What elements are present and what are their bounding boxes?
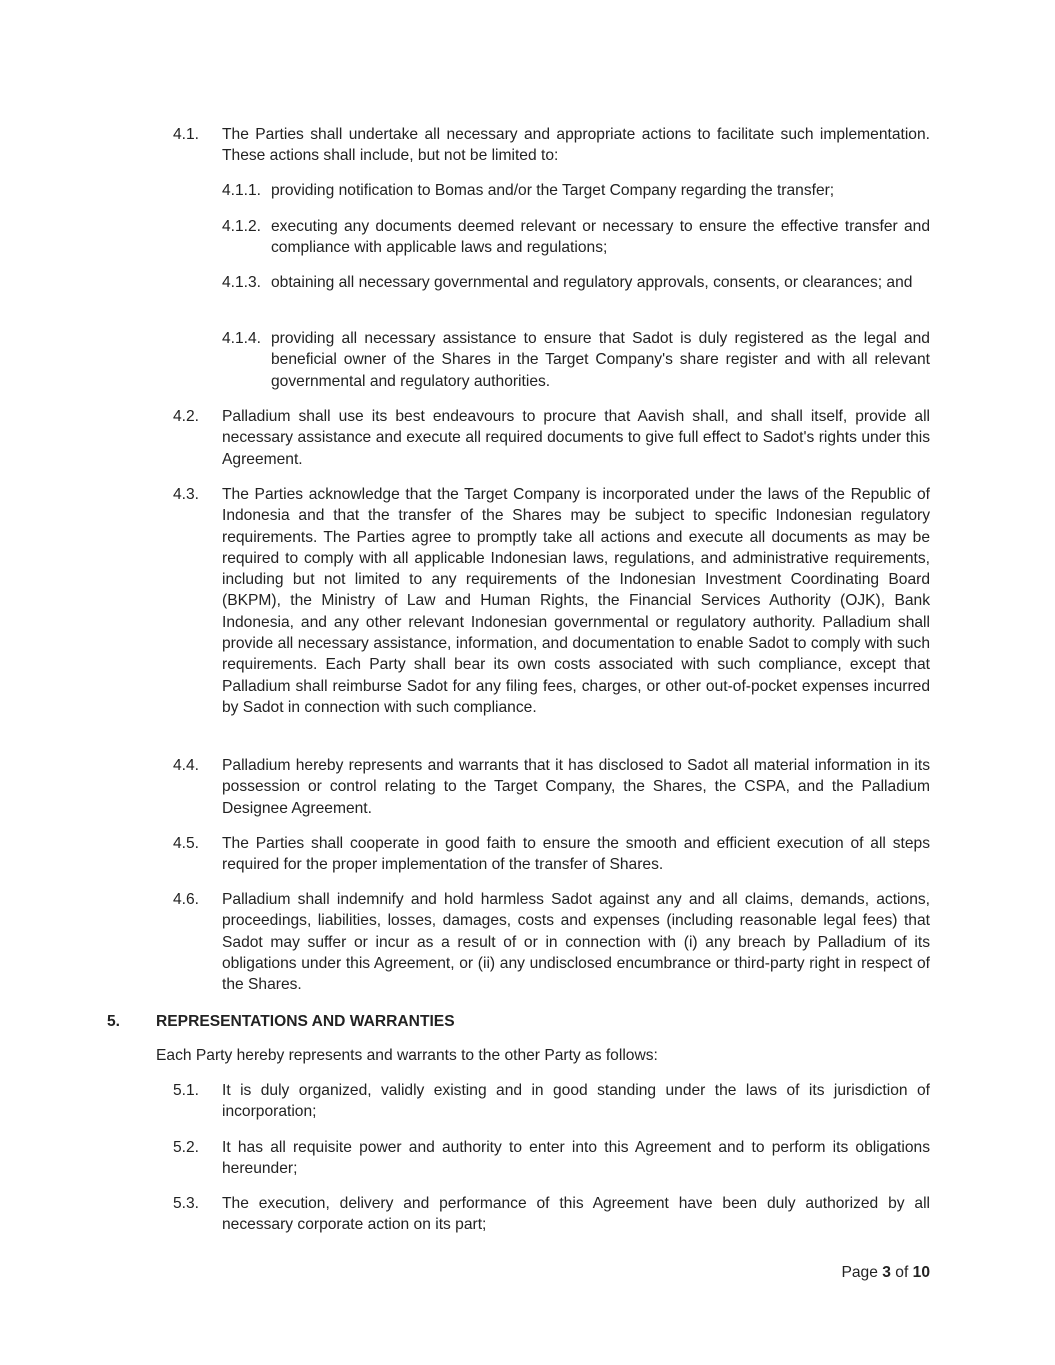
clause-text: Palladium shall indemnify and hold harmless Sadot against any and all claims, demands, actions, proceedings, liabilities, losses, damages, costs and expenses (including reasonable legal fees) that Sadot may suffer or incur as a result of or in connection with (i) any breach by Palladium of its obligations under this Agreement, or (ii) any undisclosed encumbrance or third-party right in respect of the Shares. bbox=[222, 891, 930, 994]
clause-number: 4.3. bbox=[173, 486, 200, 503]
clause-text: It is duly organized, validly existing and in good standing under the laws of its jurisdiction of incorporation; bbox=[222, 1082, 930, 1121]
clause-number: 4.1.3. bbox=[222, 274, 262, 291]
clause-text: providing notification to Bomas and/or the Target Company regarding the transfer; bbox=[271, 182, 835, 199]
of-label: of bbox=[895, 1264, 909, 1281]
clause-number: 4.4. bbox=[173, 757, 200, 774]
current-page: 3 bbox=[882, 1264, 891, 1281]
clause-number: 5.1. bbox=[173, 1082, 200, 1099]
page-label: Page bbox=[841, 1264, 878, 1281]
clause-text: The Parties shall cooperate in good faith to ensure the smooth and efficient execution of all steps required for the proper implementation of the transfer of Shares. bbox=[222, 835, 930, 874]
clause-number: 5.2. bbox=[173, 1139, 200, 1156]
clause-text: It has all requisite power and authority to enter into this Agreement and to perform its obligations hereunder; bbox=[222, 1139, 930, 1178]
clause-number: 4.1. bbox=[173, 126, 200, 143]
clause-number: 5.3. bbox=[173, 1195, 200, 1212]
section-5-intro: Each Party hereby represents and warrants to the other Party as follows: bbox=[156, 1047, 658, 1064]
clause-number: 4.2. bbox=[173, 408, 200, 425]
clause-text: obtaining all necessary governmental and regulatory approvals, consents, or clearances; and bbox=[271, 274, 913, 291]
clause-text: Palladium hereby represents and warrants that it has disclosed to Sadot all material information in its possession or control relating to the Target Company, the Shares, the CSPA, and the Palladium Designee Agreement. bbox=[222, 757, 930, 817]
clause-number: 4.1.1. bbox=[222, 182, 262, 199]
clause-text: executing any documents deemed relevant or necessary to ensure the effective transfer and compliance with applicable laws and regulations; bbox=[271, 218, 930, 257]
clause-text: providing all necessary assistance to ensure that Sadot is duly registered as the legal and beneficial owner of the Shares in the Target Company's share register and with all relevant governmental and regulatory authorities. bbox=[271, 330, 930, 390]
clause-text: Palladium shall use its best endeavours to procure that Aavish shall, and shall itself, provide all necessary assistance and execute all required documents to give full effect to Sadot's rights under this Agreement. bbox=[222, 408, 930, 468]
clause-number: 4.5. bbox=[173, 835, 200, 852]
clause-number: 4.1.4. bbox=[222, 330, 262, 347]
clause-text: The Parties acknowledge that the Target Company is incorporated under the laws of the Republic of Indonesia and that the transfer of the Shares may be subject to specific Indonesian regulatory requirements. The Parties agree to promptly take all actions and execute all documents as may be required to comply with all applicable Indonesian laws, regulations, and administrative requirements, including but not limited to any requirements of the Indonesian Investment Coordinating Board (BKPM), the Ministry of Law and Human Rights, the Financial Services Authority (OJK), Bank Indonesia, and any other relevant Indonesian governmental or regulatory authority. Palladium shall provide all necessary assistance, information, and documentation to enable Sadot to comply with such requirements. Each Party shall bear its own costs associated with such compliance, except that Palladium shall reimburse Sadot for any filing fees, charges, or other out-of-pocket expenses incurred by Sadot in connection with such compliance. bbox=[222, 486, 930, 716]
section-number: 5. bbox=[107, 1013, 121, 1030]
clause-text: The execution, delivery and performance of this Agreement have been duly authorized by all necessary corporate action on its part; bbox=[222, 1195, 930, 1234]
page-number bbox=[841, 1262, 930, 1283]
section-title: REPRESENTATIONS AND WARRANTIES bbox=[156, 1013, 455, 1030]
clause-text: The Parties shall undertake all necessary and appropriate actions to facilitate such implementation. These actions shall include, but not be limited to: bbox=[222, 126, 930, 165]
clause-number: 4.1.2. bbox=[222, 218, 262, 235]
clause-number: 4.6. bbox=[173, 891, 200, 908]
total-pages: 10 bbox=[912, 1264, 930, 1281]
